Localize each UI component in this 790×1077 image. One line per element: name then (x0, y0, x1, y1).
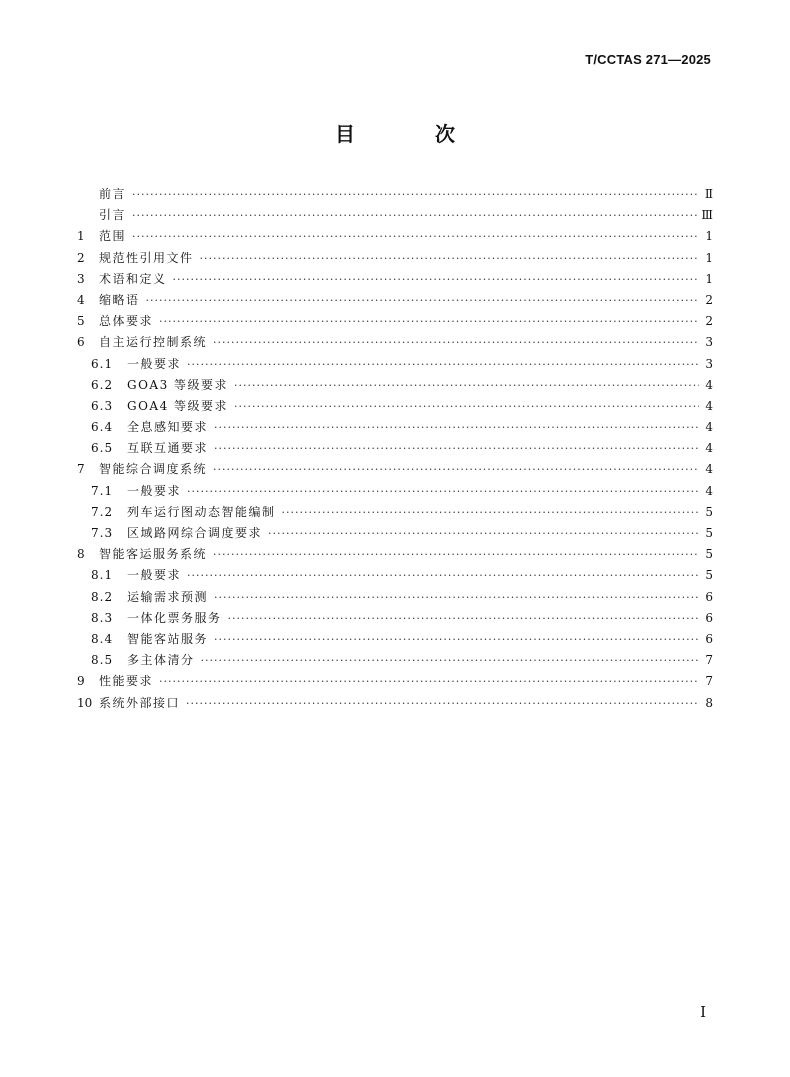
toc-entry-number: 6.1 (91, 356, 114, 371)
toc-entry-page: 6 (705, 589, 713, 604)
toc-entry-number: 9 (77, 674, 85, 689)
toc-entry[interactable] (77, 438, 713, 459)
toc-entry[interactable] (77, 184, 713, 205)
toc-entry-page: 2 (705, 292, 713, 307)
toc-dot-leader (228, 608, 699, 629)
toc-dot-leader (159, 671, 699, 692)
toc-entry-page: 5 (705, 568, 713, 583)
toc-entry[interactable] (77, 481, 713, 502)
toc-entry-title: 一般要求 (127, 568, 182, 583)
toc-entry-title: 总体要求 (99, 314, 154, 329)
toc-entry-page: 4 (705, 483, 713, 498)
toc-entry-title: 列车运行图动态智能编制 (127, 504, 276, 519)
toc-entry-number: 6.2 (91, 377, 114, 392)
toc-dot-leader (214, 629, 699, 650)
toc-entry[interactable] (77, 544, 713, 565)
toc-entry-number: 8.4 (91, 631, 114, 646)
toc-entry-title: 全息感知要求 (127, 420, 209, 435)
toc-entry-title: 自主运行控制系统 (99, 335, 208, 350)
toc-entry[interactable] (77, 523, 713, 544)
toc-entry-title: 前言 (99, 187, 127, 201)
toc-entry[interactable] (77, 396, 713, 417)
toc-entry-page: 7 (705, 674, 713, 689)
toc-dot-leader (200, 248, 699, 269)
toc-entry[interactable] (77, 693, 713, 714)
toc-entry-number: 1 (77, 229, 85, 244)
toc-dot-leader (234, 375, 699, 396)
toc-entry-number: 7.2 (91, 504, 114, 519)
toc-entry[interactable] (77, 269, 713, 290)
toc-dot-leader (187, 565, 699, 586)
toc-entry-number: 6.3 (91, 398, 114, 413)
toc-entry-page: 7 (705, 653, 713, 668)
toc-entry-title: 智能客站服务 (127, 631, 209, 646)
toc-entry[interactable] (77, 205, 713, 226)
toc-entry-number: 2 (77, 250, 85, 265)
toc-dot-leader (268, 523, 699, 544)
toc-entry-page: 3 (705, 356, 713, 371)
toc-entry-title: 运输需求预测 (127, 589, 209, 604)
toc-entry-page: Ⅲ (701, 208, 713, 223)
toc-entry-number: 8 (77, 547, 85, 562)
toc-entry-number: 7 (77, 462, 85, 477)
toc-entry[interactable] (77, 459, 713, 480)
toc-dot-leader (213, 544, 699, 565)
toc-entry-page: 4 (705, 462, 713, 477)
toc-entry-number: 10 (77, 695, 93, 710)
toc-entry-title: 缩略语 (99, 292, 140, 307)
toc-entry-title: 智能客运服务系统 (99, 547, 208, 562)
toc-entry-page: 3 (705, 335, 713, 350)
toc-entry-title: 智能综合调度系统 (99, 462, 208, 477)
toc-entry-number: 5 (77, 314, 85, 329)
toc-entry-page: 2 (705, 314, 713, 329)
toc-entry-number: 7.1 (91, 483, 114, 498)
toc-entry-title: 规范性引用文件 (99, 250, 194, 265)
toc-entry[interactable] (77, 290, 713, 311)
toc-entry-number: 6.5 (91, 441, 114, 456)
toc-entry-page: 6 (705, 610, 713, 625)
toc-entry-title: GOA4 等级要求 (127, 398, 229, 413)
toc-entry[interactable] (77, 565, 713, 586)
toc-entry-page: 5 (705, 547, 713, 562)
toc-entry-page: 5 (705, 526, 713, 540)
toc-entry-page: 1 (705, 250, 713, 265)
toc-entry[interactable] (77, 248, 713, 269)
toc-entry[interactable] (77, 375, 713, 396)
toc-entry-number: 3 (77, 271, 85, 286)
toc-title: 目 次 (335, 122, 485, 146)
standard-number: T/CCTAS 271—2025 (585, 52, 711, 67)
toc-entry[interactable] (77, 650, 713, 671)
toc-entry-page: 4 (705, 398, 713, 413)
toc-dot-leader (132, 226, 699, 247)
toc-entry-number: 8.1 (91, 568, 114, 583)
toc-entry-title: GOA3 等级要求 (127, 377, 229, 392)
toc-entry-page: 8 (705, 695, 713, 710)
toc-entry-title: 区域路网综合调度要求 (127, 526, 263, 540)
toc-entry-number: 4 (77, 292, 85, 307)
toc-entry-title: 一般要求 (127, 356, 182, 371)
toc-entry[interactable] (77, 226, 713, 247)
toc-dot-leader (214, 438, 699, 459)
toc-entry-title: 引言 (99, 208, 127, 223)
toc-entry-page: 1 (705, 229, 713, 244)
toc-entry-number: 8.2 (91, 589, 114, 604)
toc-entry[interactable] (77, 354, 713, 375)
toc-dot-leader (132, 184, 699, 205)
toc-entry-number: 6.4 (91, 420, 114, 435)
toc-entry-page: 1 (705, 271, 713, 286)
toc-entry[interactable] (77, 587, 713, 608)
toc-entry-page: 6 (705, 631, 713, 646)
toc-entry[interactable] (77, 502, 713, 523)
toc-entry-page: 4 (705, 420, 713, 435)
toc-dot-leader (186, 693, 699, 714)
toc-entry-page: 5 (705, 504, 713, 519)
toc-dot-leader (234, 396, 699, 417)
toc-dot-leader (187, 481, 699, 502)
toc-entry-number: 6 (77, 335, 85, 350)
table-of-contents (77, 184, 713, 714)
toc-entry-number: 7.3 (91, 526, 114, 540)
toc-entry-title: 一般要求 (127, 483, 182, 498)
toc-dot-leader (159, 311, 699, 332)
toc-entry-title: 性能要求 (99, 674, 154, 689)
toc-entry-page: Ⅱ (704, 187, 713, 201)
toc-dot-leader (187, 354, 699, 375)
toc-entry-title: 术语和定义 (99, 271, 167, 286)
toc-entry[interactable] (77, 332, 713, 353)
toc-entry-title: 系统外部接口 (99, 695, 181, 710)
toc-dot-leader (132, 205, 697, 226)
toc-entry-number: 8.3 (91, 610, 114, 625)
page-number: I (700, 1003, 706, 1021)
toc-entry[interactable] (77, 671, 713, 692)
toc-entry-title: 范围 (99, 229, 127, 244)
toc-dot-leader (214, 587, 699, 608)
toc-entry[interactable] (77, 608, 713, 629)
toc-entry-title: 多主体清分 (127, 653, 195, 668)
toc-dot-leader (213, 332, 699, 353)
toc-dot-leader (214, 417, 699, 438)
toc-dot-leader (173, 269, 699, 290)
toc-dot-leader (213, 459, 699, 480)
toc-entry-page: 4 (705, 377, 713, 392)
toc-entry-number: 8.5 (91, 653, 114, 668)
toc-entry-page: 4 (705, 441, 713, 456)
toc-dot-leader (282, 502, 699, 523)
toc-dot-leader (146, 290, 699, 311)
toc-entry-title: 一体化票务服务 (127, 610, 222, 625)
toc-entry-title: 互联互通要求 (127, 441, 209, 456)
toc-entry[interactable] (77, 311, 713, 332)
toc-entry[interactable] (77, 417, 713, 438)
toc-dot-leader (201, 650, 699, 671)
toc-entry[interactable] (77, 629, 713, 650)
